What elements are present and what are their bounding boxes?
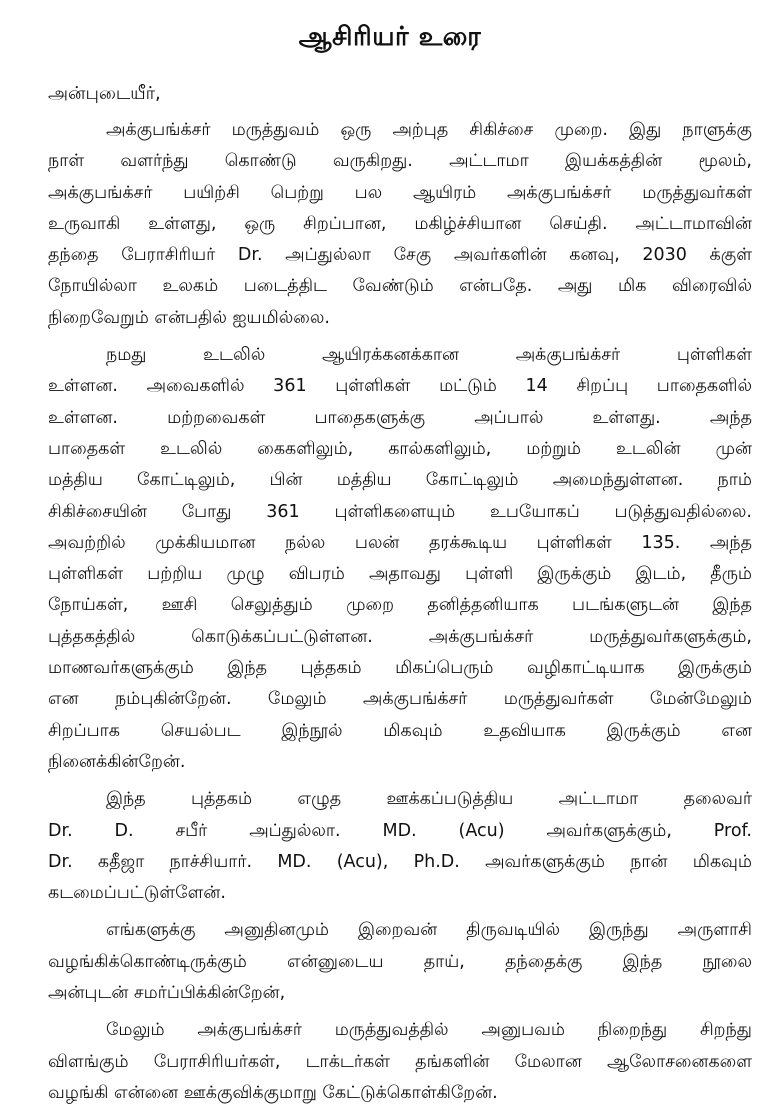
text-line: மத்திய கோட்டிலும், பின் மத்திய கோட்டிலும் அமைந்துள்ளன. நாம் — [48, 470, 752, 491]
text-line: நாள் வளர்ந்து கொண்டு வருகிறது. அட்டாமா இயக்கத்தின் மூலம், — [48, 151, 752, 172]
text-line: சிகிச்சையின் போது 361 புள்ளிகளையும் உபயோகப் படுத்துவதில்லை. — [48, 501, 752, 522]
text-line: அக்குபங்க்சர் மருத்துவம் ஒரு அற்புத சிகிச்சை முறை. இது நாளுக்கு — [106, 120, 752, 140]
text-line: உருவாகி உள்ளது, ஒரு சிறப்பான, மகிழ்ச்சியான செய்தி. அட்டாமாவின் — [48, 213, 752, 234]
text-line: மேலும் அக்குபங்க்சர் மருத்துவத்தில் அனுபவம் நிறைந்து சிறந்து — [106, 1020, 752, 1041]
text-line: வழங்கி என்னை ஊக்குவிக்குமாறு கேட்டுக்கொள்கிறேன். — [48, 1082, 498, 1103]
paragraph — [48, 340, 752, 778]
text-line: புள்ளிகள் பற்றிய முழு விபரம் அதாவது புள்ளி இருக்கும் இடம், தீரும் — [48, 564, 752, 585]
text-line: நோயில்லா உலகம் படைத்திட வேண்டும் என்பதே. அது மிக விரைவில் — [48, 276, 752, 297]
text-line: மாணவர்களுக்கும் இந்த புத்தகம் மிகப்பெரும் வழிகாட்டியாக இருக்கும் — [48, 658, 752, 679]
page-title: ஆசிரியர் உரை — [298, 22, 482, 52]
text-line: நிறைவேறும் என்பதில் ஐயமில்லை. — [48, 307, 330, 328]
text-line: எங்களுக்கு அனுதினமும் இறைவன் திருவடியில் இருந்து அருளாசி — [106, 920, 752, 941]
text-line: Dr. D. சபீர் அப்துல்லா. MD. (Acu) அவர்களுக்கும், Prof. — [48, 820, 752, 841]
text-line: நினைக்கின்றேன். — [48, 751, 186, 772]
paragraph — [48, 115, 752, 334]
text-line: நோய்கள், ஊசி செலுத்தும் முறை தனித்தனியாக படங்களுடன் இந்த — [48, 595, 752, 616]
paragraph — [48, 915, 752, 1009]
document-body — [48, 78, 752, 1115]
paragraph — [48, 784, 752, 909]
text-line: வழங்கிக்கொண்டிருக்கும் என்னுடைய தாய், தந்தைக்கு இந்த நூலை — [48, 951, 752, 972]
text-line: புத்தகத்தில் கொடுக்கப்பட்டுள்ளன. அக்குபங்க்சர் மருத்துவர்களுக்கும், — [48, 626, 752, 647]
text-line: அக்குபங்க்சர் பயிற்சி பெற்று பல ஆயிரம் அக்குபங்க்சர் மருத்துவர்கள் — [48, 182, 752, 203]
text-line: விளங்கும் பேராசிரியர்கள், டாக்டர்கள் தங்களின் மேலான ஆலோசனைகளை — [48, 1051, 752, 1072]
text-line: கடமைப்பட்டுள்ளேன். — [48, 883, 226, 904]
text-line: நமது உடலில் ஆயிரக்கனக்கான அக்குபங்க்சர் புள்ளிகள் — [106, 345, 752, 366]
salutation: அன்புடையீர், — [48, 83, 161, 104]
text-line: என நம்புகின்றேன். மேலும் அக்குபங்க்சர் மருத்துவர்கள் மேன்மேலும் — [48, 689, 752, 710]
text-line: சிறப்பாக செயல்பட இந்நூல் மிகவும் உதவியாக இருக்கும் என — [48, 720, 752, 741]
text-line: அவற்றில் முக்கியமான நல்ல பலன் தரக்கூடிய புள்ளிகள் 135. அந்த — [48, 532, 752, 553]
text-line: அன்புடன் சமர்ப்பிக்கின்றேன், — [48, 983, 286, 1004]
text-line: உள்ளன. அவைகளில் 361 புள்ளிகள் மட்டும் 14 சிறப்பு பாதைகளில் — [48, 376, 752, 397]
text-line: இந்த புத்தகம் எழுத ஊக்கப்படுத்திய அட்டாமா தலைவர் — [106, 789, 752, 810]
text-line: தந்தை பேராசிரியர் Dr. அப்துல்லா சேகு அவர்களின் கனவு, 2030 க்குள் — [48, 245, 752, 266]
paragraphs — [48, 115, 752, 1109]
text-line: உள்ளன. மற்றவைகள் பாதைகளுக்கு அப்பால் உள்ளது. அந்த — [48, 407, 752, 428]
text-line: பாதைகள் உடலில் கைகளிலும், கால்களிலும், மற்றும் உடலின் முன் — [48, 438, 752, 459]
paragraph — [48, 1015, 752, 1109]
text-line: Dr. கதீஜா நாச்சியார். MD. (Acu), Ph.D. அவர்களுக்கும் நான் மிகவும் — [48, 851, 752, 872]
